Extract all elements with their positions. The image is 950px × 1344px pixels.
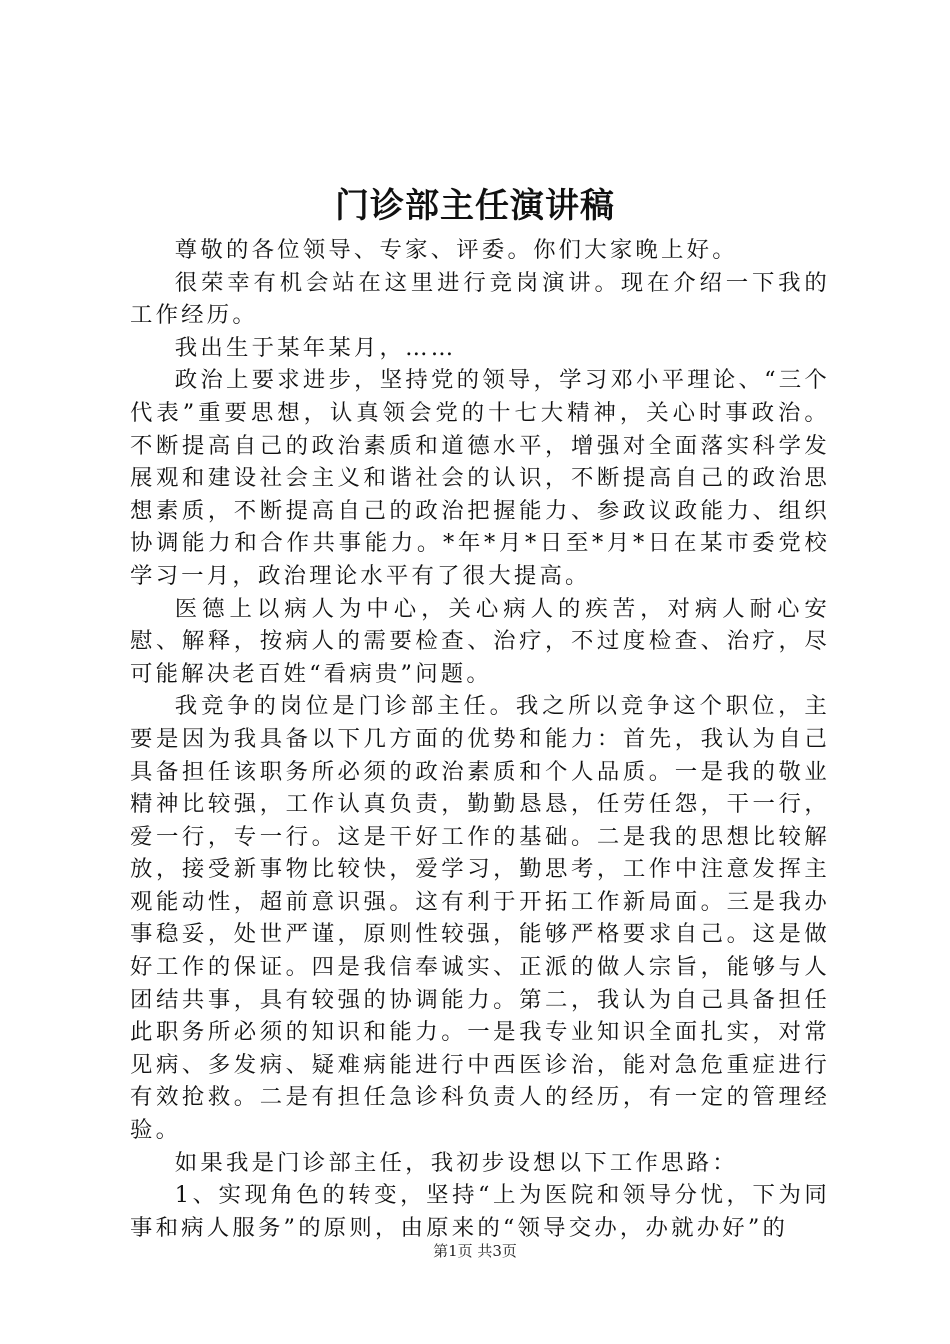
document-title: 门诊部主任演讲稿: [335, 186, 615, 226]
paragraph-greeting: 尊敬的各位领导、专家、评委。你们大家晚上好。: [174, 237, 738, 263]
paragraph-birth: 我出生于某年某月，……: [174, 334, 457, 361]
paragraph-plan-1: 1、实现角色的转变，坚持“上为医院和领导分忧，下为同事和病人服务”的原则，由原来的“领导交办，办就办好”的: [130, 1182, 830, 1241]
page-footer: 第1页 共3页: [433, 1242, 517, 1260]
paragraph-politics: 政治上要求进步，坚持党的领导，学习邓小平理论、“三个代表”重要思想，认真领会党的十七大精神，关心时事政治。不断提高自己的政治素质和道德水平，增强对全面落实科学发展观和建设社会主义和谐社会的认识，不断提高自己的政治思想素质，不断提高自己的政治把握能力、参政议政能力、组织协调能力和合作共事能力。*年*月*日至*月*日在某市委党校学习一月，政治理论水平有了很大提高。: [130, 367, 830, 589]
paragraph-plan-intro: 如果我是门诊部主任，我初步设想以下工作思路：: [174, 1149, 738, 1176]
document-body: [130, 234, 830, 1244]
paragraph-position: 我竞争的岗位是门诊部主任。我之所以竞争这个职位，主要是因为我具备以下几方面的优势和能力：首先，我认为自己具备担任该职务所必须的政治素质和个人品质。一是我的敬业精神比较强，工作认真负责，勤勤恳恳，任劳任怨，干一行，爱一行，专一行。这是干好工作的基础。二是我的思想比较解放，接受新事物比较快，爱学习，勤思考，工作中注意发挥主观能动性，超前意识强。这有利于开拓工作新局面。三是我办事稳妥，处世严谨，原则性较强，能够严格要求自己。这是做好工作的保证。四是我信奉诚实、正派的做人宗旨，能够与人团结共事，具有较强的协调能力。第二，我认为自己具备担任此职务所必须的知识和能力。一是我专业知识全面扎实，对常见病、多发病、疑难病能进行中西医诊治，能对急危重症进行有效抢救。二是有担任急诊科负责人的经历，有一定的管理经验。: [130, 693, 830, 1144]
paragraph-intro: 很荣幸有机会站在这里进行竞岗演讲。现在介绍一下我的工作经历。: [130, 269, 830, 329]
paragraph-ethics: 医德上以病人为中心，关心病人的疾苦，对病人耐心安慰、解释，按病人的需要检查、治疗，不过度检查、治疗，尽可能解决老百姓“看病贵”问题。: [130, 595, 830, 687]
